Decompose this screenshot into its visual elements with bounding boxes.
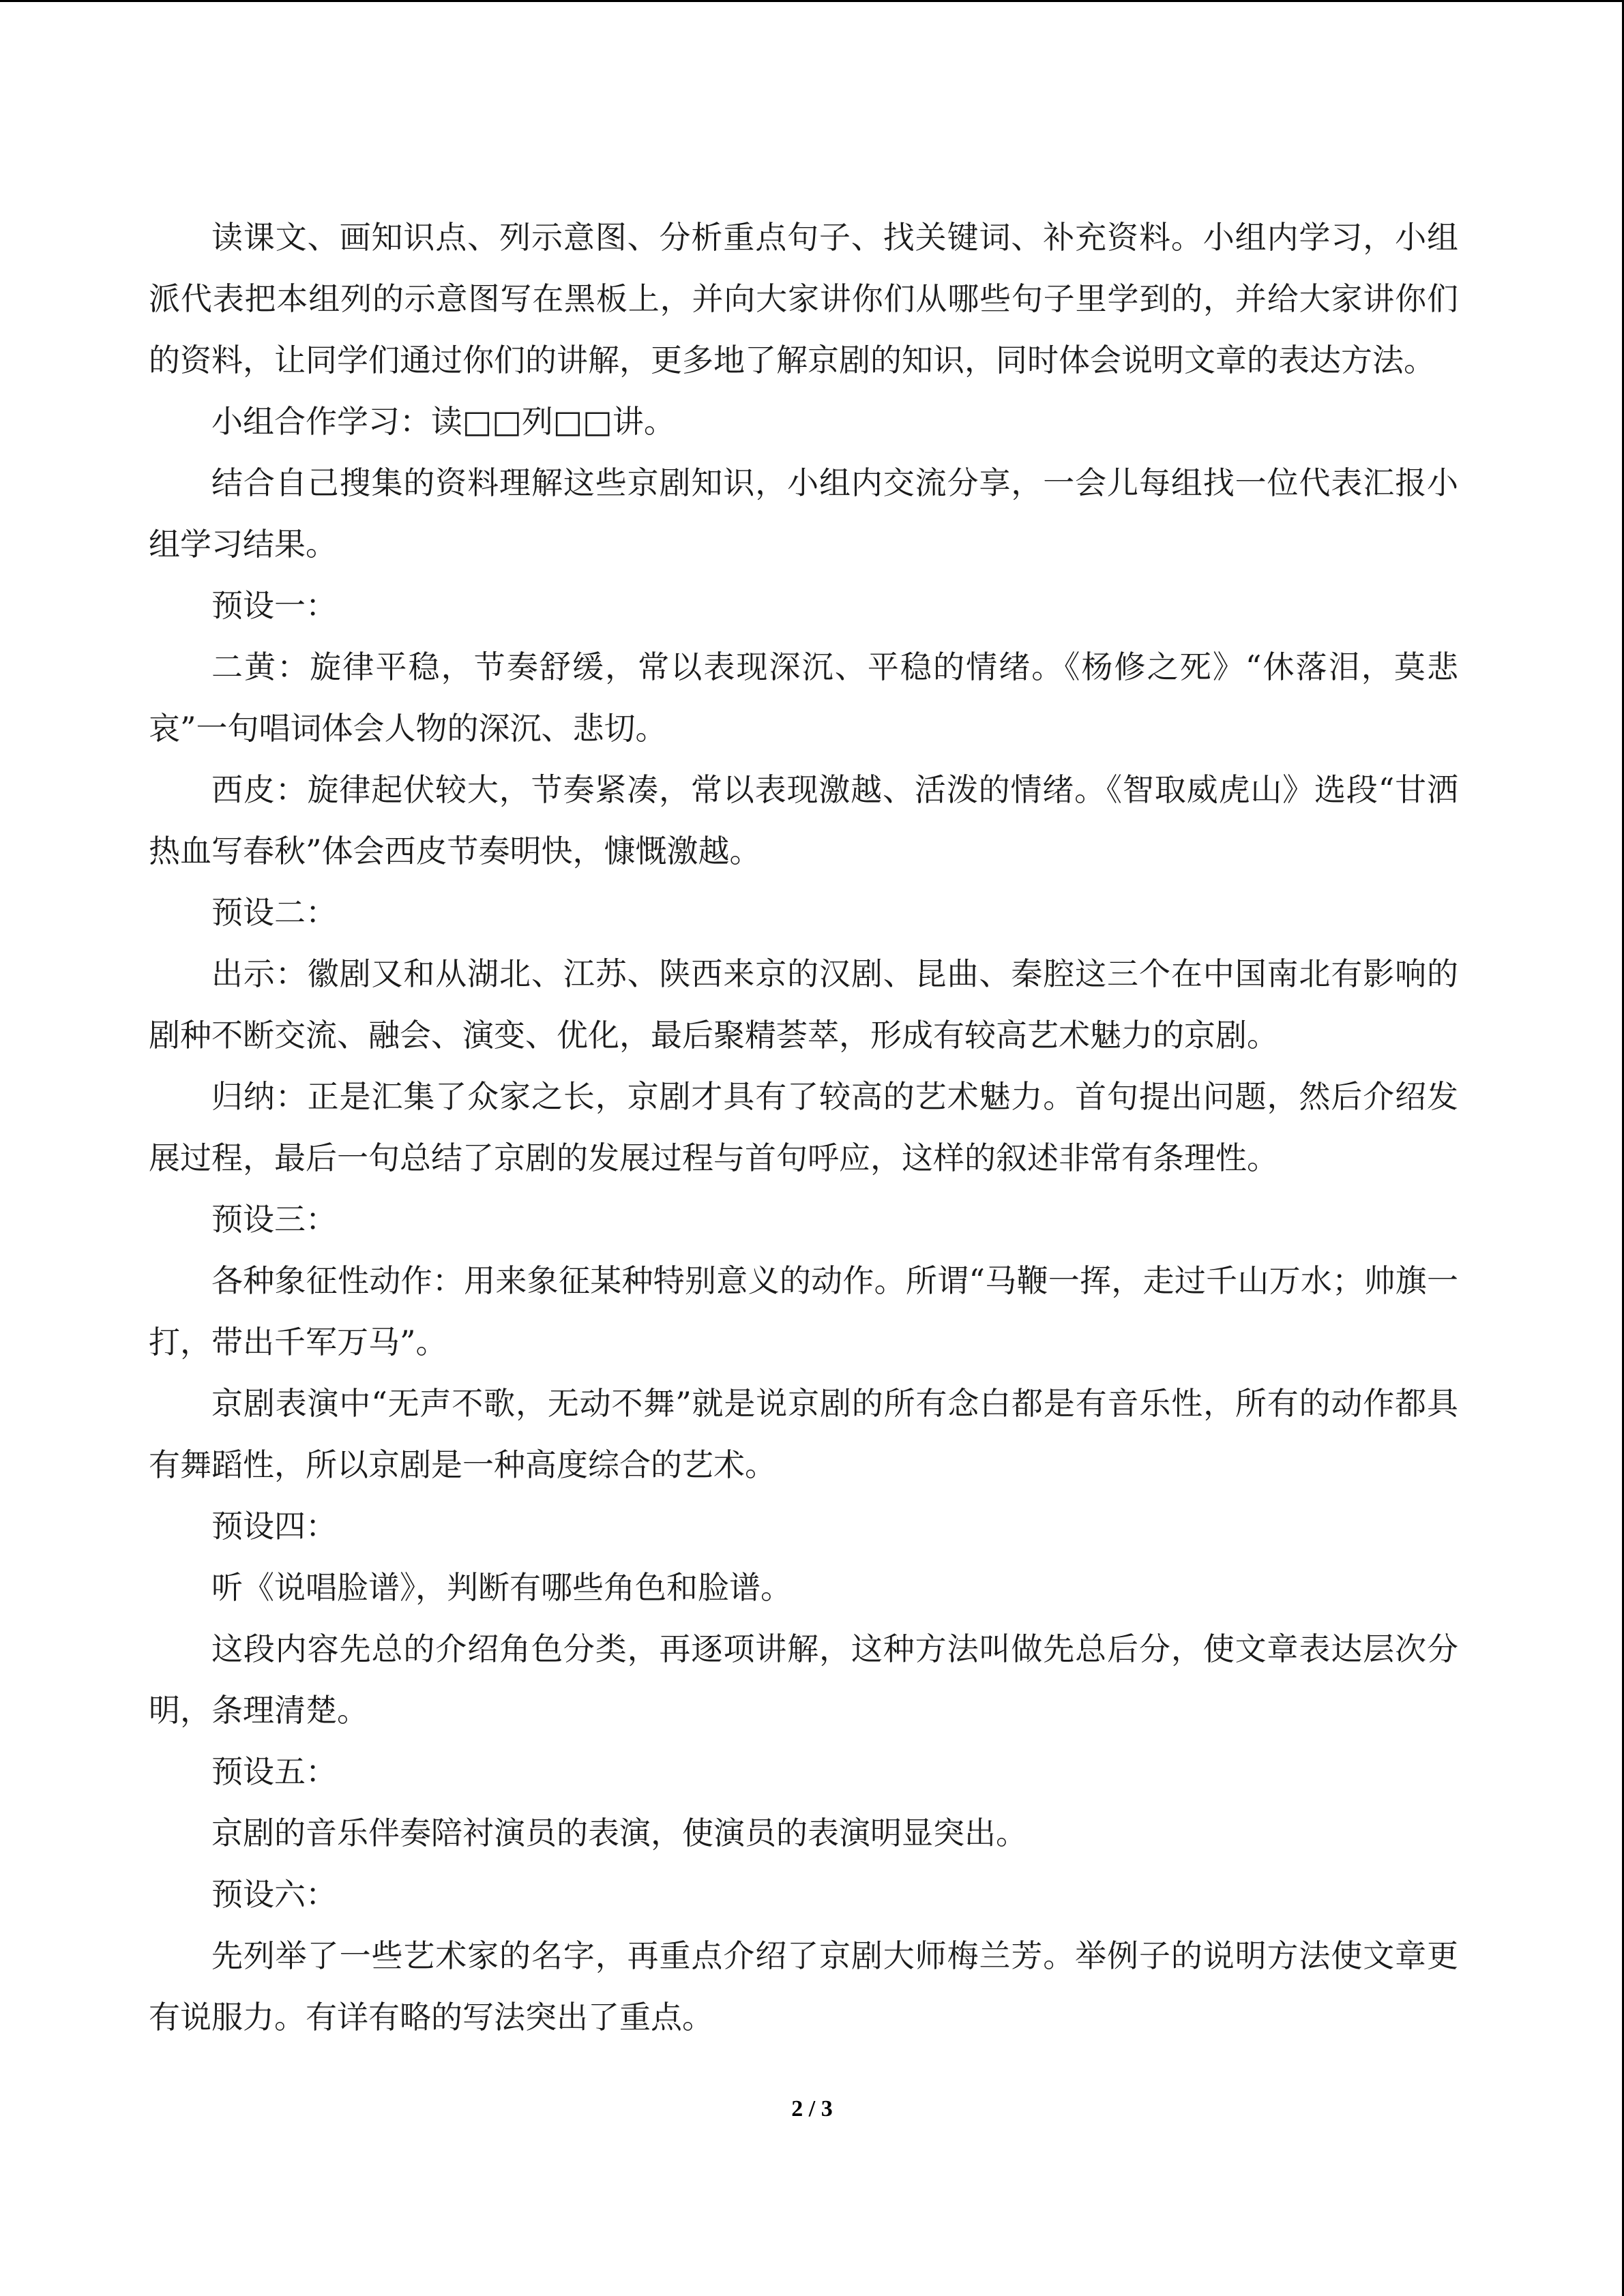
paragraph: 预设一： — [211, 587, 337, 624]
paragraph: 归纳：正是汇集了众家之长，京剧才具有了较高的艺术魅力。首句提出问题，然后介绍发展过程，最后一句总结了京剧的发展过程与首句呼应，这样的叙述非常有条理性。 — [149, 1078, 1458, 1176]
paragraph: 预设四： — [211, 1508, 337, 1545]
paragraph: 小组合作学习：读□□列□□讲。 — [211, 403, 675, 440]
paragraph: 预设六： — [211, 1876, 337, 1913]
paragraph: 出示：徽剧又和从湖北、江苏、陕西来京的汉剧、昆曲、秦腔这三个在中国南北有影响的剧种不断交流、融会、演变、优化，最后聚精荟萃，形成有较高艺术魅力的京剧。 — [149, 955, 1458, 1054]
document-body — [149, 207, 1458, 2048]
paragraph: 京剧表演中“无声不歌，无动不舞”就是说京剧的所有念白都是有音乐性，所有的动作都具有舞蹈性，所以京剧是一种高度综合的艺术。 — [149, 1385, 1458, 1483]
paragraph: 这段内容先总的介绍角色分类，再逐项讲解，这种方法叫做先总后分，使文章表达层次分明，条理清楚。 — [149, 1630, 1458, 1729]
paragraph: 结合自己搜集的资料理解这些京剧知识，小组内交流分享，一会儿每组找一位代表汇报小组学习结果。 — [149, 464, 1458, 563]
paragraph: 京剧的音乐伴奏陪衬演员的表演，使演员的表演明显突出。 — [211, 1815, 1027, 1851]
paragraph: 二黄：旋律平稳，节奏舒缓，常以表现深沉、平稳的情绪。《杨修之死》“休落泪，莫悲哀”一句唱词体会人物的深沉、悲切。 — [149, 648, 1458, 747]
paragraph: 各种象征性动作：用来象征某种特别意义的动作。所谓“马鞭一挥，走过千山万水；帅旗一打，带出千军万马”。 — [149, 1262, 1458, 1360]
paragraph: 预设三： — [211, 1201, 337, 1238]
paragraph: 西皮：旋律起伏较大，节奏紧凑，常以表现激越、活泼的情绪。《智取威虎山》选段“甘洒热血写春秋”体会西皮节奏明快，慷慨激越。 — [149, 771, 1458, 869]
paragraph: 读课文、画知识点、列示意图、分析重点句子、找关键词、补充资料。小组内学习，小组派代表把本组列的示意图写在黑板上，并向大家讲你们从哪些句子里学到的，并给大家讲你们的资料，让同学们通过你们的讲解，更多地了解京剧的知识，同时体会说明文章的表达方法。 — [149, 219, 1458, 378]
page-number: 2 / 3 — [791, 2096, 833, 2121]
paragraph: 听《说唱脸谱》，判断有哪些角色和脸谱。 — [211, 1569, 792, 1606]
paragraph: 先列举了一些艺术家的名字，再重点介绍了京剧大师梅兰芳。举例子的说明方法使文章更有说服力。有详有略的写法突出了重点。 — [149, 1937, 1458, 2036]
paragraph: 预设五： — [211, 1753, 337, 1790]
paragraph: 预设二： — [211, 894, 337, 931]
